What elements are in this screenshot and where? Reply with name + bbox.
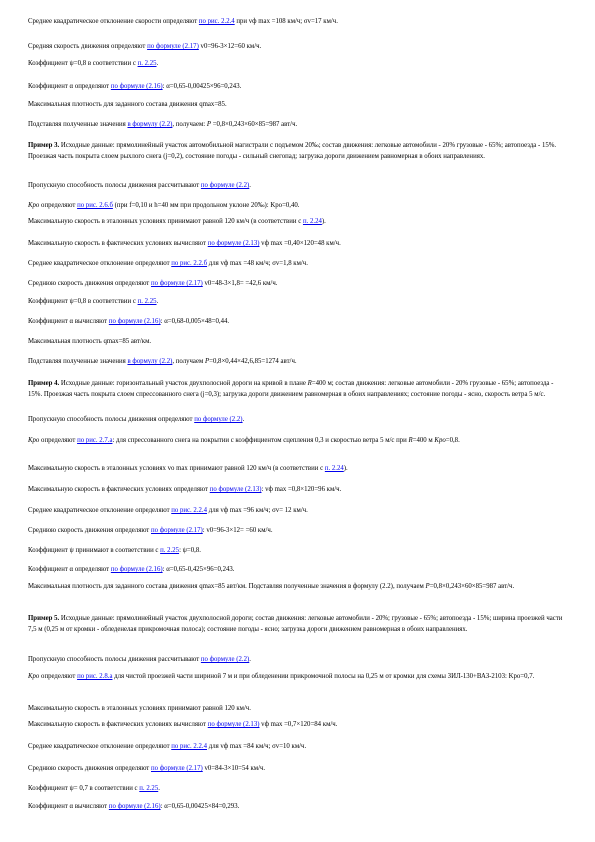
reference-link[interactable]: п. 2.24: [302, 218, 322, 225]
paragraph: [28, 216, 568, 227]
paragraph: [28, 378, 568, 400]
paragraph-text: v0=84-3×10=54 км/ч.: [202, 765, 266, 772]
paragraph-text: Коэффициент ψ=0,8 в соответствии с: [28, 60, 138, 67]
paragraph: [28, 119, 568, 130]
reference-link[interactable]: п. 2.25: [137, 298, 157, 305]
paragraph-text: Пропускную способность полосы движения определяют: [28, 416, 195, 423]
paragraph-text: .: [242, 416, 245, 423]
reference-link[interactable]: по формуле (2.13): [207, 721, 260, 728]
reference-link[interactable]: по формуле (2.16): [110, 566, 163, 573]
example-heading: Пример 3.: [28, 142, 60, 149]
paragraph-text: Исходные данные: прямолинейный участок автомобильной магистрали с подъемом 20‰; состав движения: легковые автомобили - 20% грузовые - 65%; автопоезда - 15%. Проезжая часть покрыта слоем рыхлого снега (j=0,2), состояние погоды - сильный снегопад; загрузка дороги движением равномерная в обоих направлениях.: [28, 142, 557, 160]
paragraph-text: Коэффициент ψ= 0,7 в соответствии с: [28, 785, 140, 792]
paragraph-text: Подставляя полученные значения: [28, 358, 128, 365]
paragraph-text: v0=48-3×1,8= =42,6 км/ч.: [202, 280, 278, 287]
paragraph-text: Максимальная плотность qmax=85 авт/км.: [28, 338, 152, 345]
reference-link[interactable]: по рис. 2.8.а: [77, 673, 113, 680]
reference-link[interactable]: по формуле (2.2): [200, 182, 250, 189]
paragraph: [28, 180, 568, 191]
paragraph-text: P: [425, 583, 430, 590]
reference-link[interactable]: по формуле (2.17): [150, 765, 203, 772]
paragraph-text: Максимальная плотность для заданного состава движения qmax=85.: [28, 101, 227, 108]
paragraph: [28, 671, 568, 682]
reference-link[interactable]: по рис. 2.7.а: [77, 437, 113, 444]
paragraph-text: =0,8×0,243×60×85=987 авт/ч.: [211, 121, 298, 128]
reference-link[interactable]: по формуле (2.2): [194, 416, 243, 423]
paragraph-text: ).: [343, 465, 348, 472]
reference-link[interactable]: по рис. 2.2.4: [171, 507, 208, 514]
paragraph: [28, 741, 568, 752]
paragraph-text: v0=96-3×12=60 км/ч.: [198, 43, 262, 50]
paragraph: [28, 258, 568, 269]
paragraph-text: : α=0,65-0,00425×96=0,243.: [162, 83, 242, 90]
paragraph-text: : v0=96-3×12= =60 км/ч.: [202, 527, 273, 534]
paragraph: [28, 356, 568, 367]
paragraph: [28, 41, 568, 52]
paragraph-text: Исходные данные: горизонтальный участок двухполосной дороги на кривой в плане: [59, 380, 308, 387]
reference-link[interactable]: в формулу (2.2): [127, 121, 173, 128]
paragraph-text: Пропускную способность полосы движения рассчитывают: [28, 656, 201, 663]
paragraph-text: =0,8×0,44×42,6,85=1274 авт/ч.: [209, 358, 297, 365]
paragraph: [28, 783, 568, 794]
paragraph-text: Максимальную скорость в фактических условиях вычисляют: [28, 721, 208, 728]
paragraph: [28, 435, 568, 446]
paragraph-text: : α=0,65-0,425×96=0,243.: [162, 566, 235, 573]
reference-link[interactable]: по формуле (2.16): [108, 803, 161, 810]
paragraph-text: Среднюю скорость движения определяют: [28, 280, 151, 287]
paragraph-text: vф max =0,40×120=48 км/ч.: [259, 240, 341, 247]
paragraph-text: R: [408, 437, 413, 444]
paragraph-text: =0,8.: [445, 437, 460, 444]
paragraph-text: Исходные данные: прямолинейный участок двухполосной дороги; состав движения: легковые автомобили - 20%; грузовые - 65%; автопоезда - 15%; ширина проезжей части 7,5 м (0,25 м от кромки - обледенелая прикромочная полоса); состояние погоды - ясно; загрузка дороги движением равномерная в обоих направлениях.: [28, 615, 563, 633]
paragraph-text: , получаем:: [172, 121, 207, 128]
paragraph-text: =400 м: [412, 437, 435, 444]
paragraph: [28, 654, 568, 665]
paragraph-text: Коэффициент α вычисляют: [28, 803, 109, 810]
paragraph: [28, 58, 568, 69]
paragraph: [28, 296, 568, 307]
paragraph-text: Максимальную скорость в фактических условиях вычисляют: [28, 240, 208, 247]
paragraph-text: P: [204, 358, 210, 365]
reference-link[interactable]: по рис. 2.2.4: [171, 743, 208, 750]
paragraph: [28, 463, 568, 474]
paragraph: [28, 140, 568, 162]
paragraph-text: vф max =0,7×120=84 км/ч.: [259, 721, 338, 728]
reference-link[interactable]: в формулу (2.2): [127, 358, 173, 365]
paragraph-text: Среднее квадратическое отклонение скорости определяют: [28, 18, 199, 25]
reference-link[interactable]: по формуле (2.17): [150, 280, 203, 287]
paragraph: [28, 525, 568, 536]
paragraph-text: , получаем: [172, 358, 205, 365]
paragraph-text: для vф max =96 км/ч; σv= 12 км/ч.: [207, 507, 308, 514]
paragraph-text: для чистой проезжей части шириной 7 м и при обледенении прикромочной полосы на 0,25 м от кромки для схемы ЗИЛ-130+ВАЗ-2103: Kро=0,7.: [112, 673, 535, 680]
paragraph-text: ).: [321, 218, 326, 225]
paragraph: [28, 613, 568, 635]
paragraph-text: Среднее квадратическое отклонение определяют: [28, 507, 172, 514]
paragraph: [28, 238, 568, 249]
paragraph: [28, 16, 568, 27]
paragraph: [28, 564, 568, 575]
paragraph: [28, 505, 568, 516]
paragraph: [28, 581, 568, 592]
paragraph-text: Коэффициент α определяют: [28, 83, 111, 90]
example-heading: Пример 4.: [28, 380, 60, 387]
reference-link[interactable]: по формуле (2.2): [200, 656, 250, 663]
reference-link[interactable]: п. 2.25: [160, 547, 180, 554]
paragraph-text: Среднее квадратическое отклонение определяют: [28, 260, 172, 267]
reference-link[interactable]: по формуле (2.17): [147, 43, 199, 50]
paragraph-text: =400 м; состав движения: легковые автомобили - 20% грузовые - 65%; автопоезда - 15%. Проезжая часть покрыта слоем спрессованного снега (j=0,3); загрузка дороги движением равномерная в обоих направлениях; состояние погоды - ясно, скорость ветра 5 м/с.: [28, 380, 554, 398]
paragraph-text: =0,8×0,243×60×85=987 авт/ч.: [429, 583, 515, 590]
paragraph-text: определяют: [39, 202, 78, 209]
reference-link[interactable]: по формуле (2.13): [207, 240, 260, 247]
paragraph-text: Подставляя полученные значения: [28, 121, 128, 128]
paragraph: [28, 545, 568, 556]
paragraph-text: : ψ=0,8.: [179, 547, 201, 554]
reference-link[interactable]: п. 2.25: [137, 60, 157, 67]
paragraph-text: для vф max =84 км/ч; σv=10 км/ч.: [207, 743, 307, 750]
paragraph-text: Среднюю скорость движения определяют: [28, 527, 151, 534]
paragraph-text: .: [156, 298, 159, 305]
paragraph-text: Kро: [28, 202, 40, 209]
reference-link[interactable]: по рис. 2.6.б: [77, 202, 113, 209]
paragraph-text: (при f=0,10 и h=40 мм при продольном уклоне 20‰): Kро=0,40.: [112, 202, 300, 209]
paragraph-text: Коэффициент ψ=0,8 в соответствии с: [28, 298, 138, 305]
example-heading: Пример 5.: [28, 615, 60, 622]
paragraph: [28, 336, 568, 347]
paragraph-text: P: [206, 121, 212, 128]
reference-link[interactable]: по формуле (2.17): [150, 527, 203, 534]
paragraph-text: при vф max =108 км/ч; σv=17 км/ч.: [234, 18, 338, 25]
paragraph: [28, 801, 568, 812]
paragraph-text: Kро: [434, 437, 446, 444]
paragraph-text: определяют: [39, 673, 78, 680]
paragraph-text: .: [249, 656, 251, 663]
paragraph: [28, 278, 568, 289]
paragraph-text: .: [158, 785, 160, 792]
paragraph-text: для vф max =48 км/ч; σv=1,8 км/ч.: [207, 260, 308, 267]
paragraph-text: Пропускную способность полосы движения рассчитывают: [28, 182, 201, 189]
paragraph-text: Максимальная плотность для заданного состава движения qmax=85 авт/км. Подставляя полученные значения в формулу (2.2), получаем: [28, 583, 426, 590]
paragraph-text: .: [249, 182, 251, 189]
paragraph: [28, 81, 568, 92]
paragraph-text: : α=0,68-0,005×48=0,44.: [160, 318, 230, 325]
paragraph-text: : для спрессованного снега на покрытии с коэффициентом сцепления 0,3 и скоростью ветра 5 м/с при: [112, 437, 409, 444]
paragraph-text: Среднюю скорость движения определяют: [28, 765, 151, 772]
paragraph-text: Коэффициент α определяют: [28, 566, 111, 573]
paragraph-text: Максимальную скорость в фактических условиях определяют: [28, 486, 210, 493]
paragraph-text: определяют: [39, 437, 78, 444]
paragraph-text: Коэффициент ψ принимают в соответствии с: [28, 547, 161, 554]
reference-link[interactable]: по рис. 2.2.4: [198, 18, 235, 25]
reference-link[interactable]: п. 2.25: [139, 785, 159, 792]
paragraph: [28, 414, 568, 425]
paragraph-text: : α=0,65-0,00425×84=0,293.: [160, 803, 240, 810]
paragraph-text: Kро: [28, 437, 40, 444]
paragraph: [28, 316, 568, 327]
paragraph: [28, 763, 568, 774]
paragraph-text: Максимальную скорость в эталонных условиях принимают равной 120 км/ч.: [28, 705, 251, 712]
paragraph: [28, 719, 568, 730]
paragraph: [28, 484, 568, 495]
paragraph: [28, 703, 568, 714]
paragraph-text: Среднее квадратическое отклонение определяют: [28, 743, 172, 750]
reference-link[interactable]: по рис. 2.2.б: [171, 260, 208, 267]
paragraph-text: Максимальную скорость в эталонных условиях vо max принимают равной 120 км/ч (в соответствии с: [28, 465, 325, 472]
paragraph: [28, 99, 568, 110]
reference-link[interactable]: по формуле (2.16): [110, 83, 163, 90]
reference-link[interactable]: по формуле (2.16): [108, 318, 161, 325]
paragraph-text: Коэффициент α вычисляют: [28, 318, 109, 325]
paragraph-text: : vф max =0,8×120=96 км/ч.: [261, 486, 342, 493]
paragraph: [28, 200, 568, 211]
paragraph-text: .: [156, 60, 159, 67]
paragraph-text: Средняя скорость движения определяют: [28, 43, 148, 50]
reference-link[interactable]: по формуле (2.13): [209, 486, 262, 493]
paragraph-text: R: [307, 380, 312, 387]
reference-link[interactable]: п. 2.24: [324, 465, 344, 472]
paragraph-text: Kро: [28, 673, 40, 680]
paragraph-text: Максимальную скорость в эталонных условиях принимают равной 120 км/ч (в соответствии с: [28, 218, 303, 225]
